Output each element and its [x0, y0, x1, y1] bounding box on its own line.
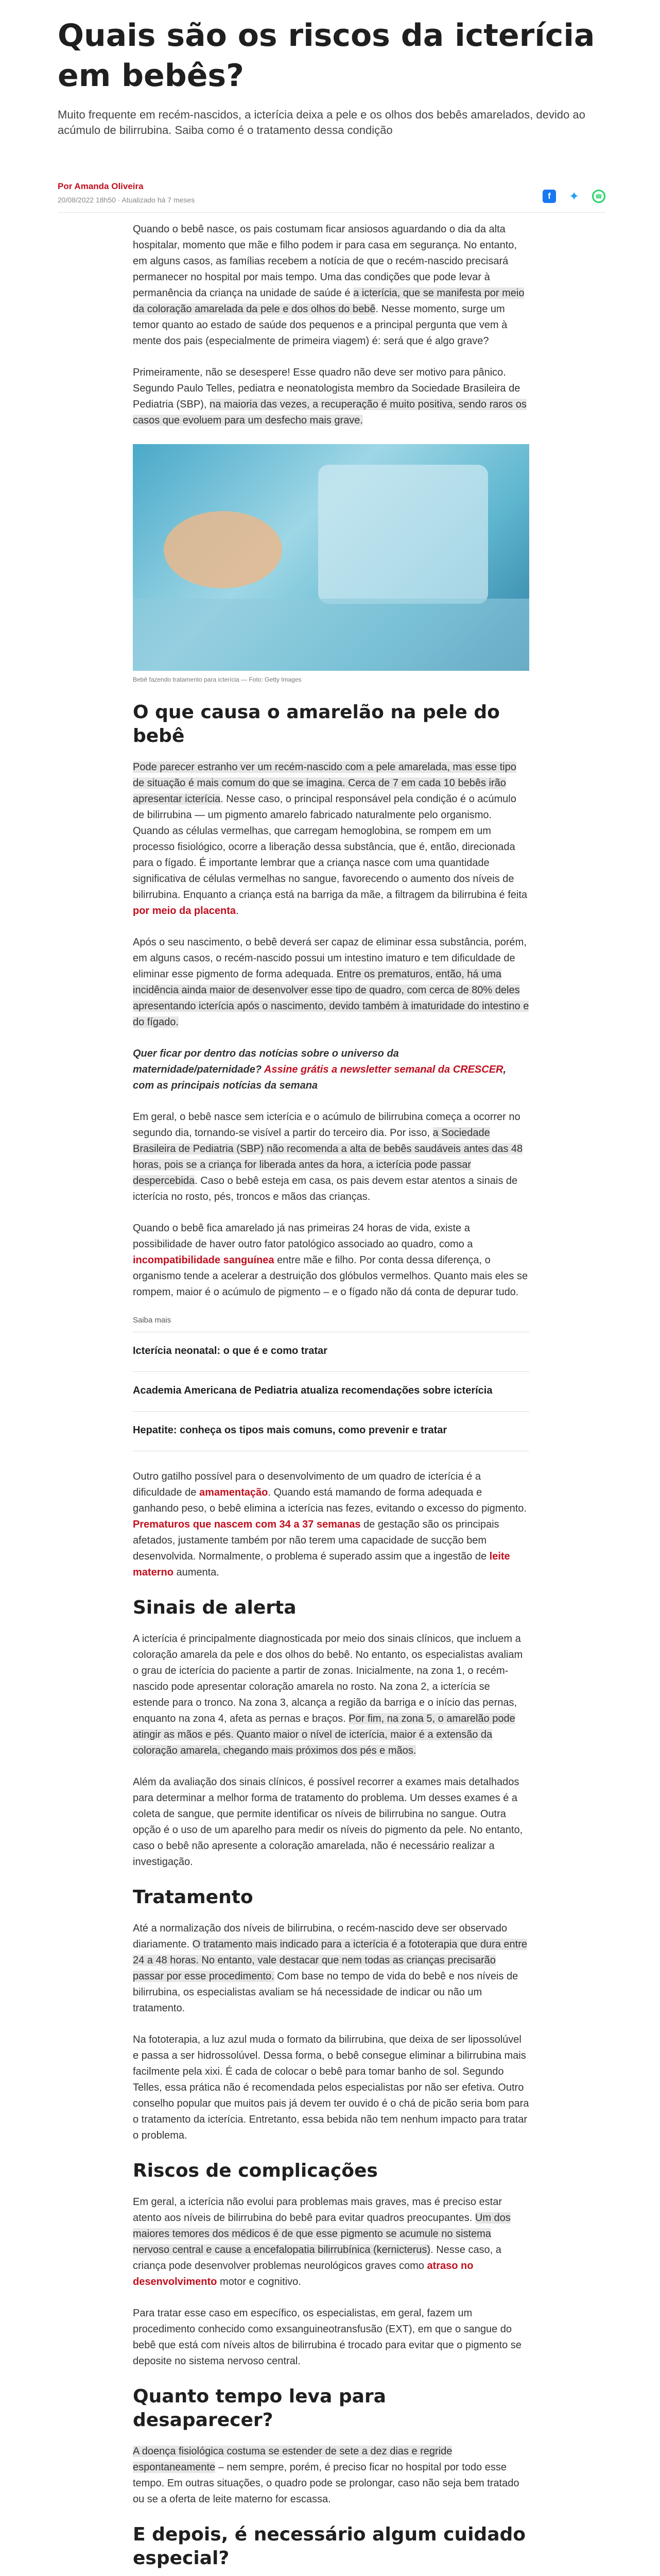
article-title: Quais são os riscos da icterícia em bebês? [58, 18, 595, 94]
paragraph: A doença fisiológica costuma se estender de sete a dez dias e regride espontaneamente – nem sempre, porém, é preciso ficar no hospital por todo esse tempo. Em outras situações, o quadro pode se prolongar, caso não seja bem tratado ou se a oferta de leite materno for escassa. [133, 2446, 519, 2505]
related-label: Saiba mais [133, 1316, 171, 1325]
section-heading: O que causa o amarelão na pele do bebê [133, 702, 500, 747]
paragraph: Para tratar esse caso em específico, os especialistas, em geral, fazem um procedimento conhecido como exsanguineotransfusão (EXT), em que o sangue do bebê que está com níveis altos de bilirrubina é trocado para evitar que o pigmento se deposite no sistema nervoso central. [133, 2308, 522, 2367]
article-header [58, 15, 603, 138]
inline-link[interactable]: amamentação [199, 1487, 268, 1498]
article-subtitle: Muito frequente em recém-nascidos, a icterícia deixa a pele e os olhos dos bebês amarelados, devido ao acúmulo de bilirrubina. Saiba como é o tratamento dessa condição [58, 108, 585, 137]
inline-link[interactable]: atraso no desenvolvimento [133, 2260, 474, 2287]
section-heading: Quanto tempo leva para desaparecer? [133, 2386, 386, 2431]
paragraph: Em geral, a icterícia não evolui para problemas mais graves, mas é preciso estar atento aos níveis de bilirrubina do bebê para evitar quadros preocupantes. Um dos maiores temores dos médicos é de que esse pigmento se acumule no sistema nervoso central e cause a encefalopatia bilirrubínica (kernicterus). Nesse caso, a criança pode desenvolver problemas neurológicos graves como atraso no desenvolvimento motor e cognitivo. [133, 2196, 511, 2287]
author-name[interactable]: Por Amanda Oliveira [58, 181, 144, 191]
paragraph: Após o seu nascimento, o bebê deverá ser capaz de eliminar essa substância, porém, em alguns casos, o recém-nascido possui um intestino imaturo e tem dificuldade de eliminar esse pigmento de forma adequada. Entre os prematuros, então, há uma incidência ainda maior de desenvolver esse tipo de quadro, com cerca de 80% deles apresentando icterícia após o nascimento, devido também à imaturidade do intestino e do fígado. [133, 937, 529, 1028]
paragraph: A icterícia é principalmente diagnosticada por meio dos sinais clínicos, que incluem a coloração amarela da pele e dos olhos do bebê. No entanto, os especialistas avaliam o grau de icterícia do paciente a partir de zonas. Inicialmente, na zona 1, o recém-nascido pode apresentar coloração amarela no rosto. Na zona 2, a icterícia se estende para o tronco. Na zona 3, alcança a região da barriga e o início das pernas, enquanto na zona 4, afeta as pernas e braços. Por fim, na zona 5, o amarelão pode atingir as mãos e pés. Quanto maior o nível de icterícia, maior é a extensão da coloração amarela, chegando mais próximos dos pés e mãos. [133, 1633, 523, 1756]
publish-dates: 20/08/2022 18h50 · Atualizado há 7 meses [58, 196, 195, 204]
article-photo [133, 444, 529, 671]
related-link[interactable]: Hepatite: conheça os tipos mais comuns, como prevenir e tratar [133, 1411, 529, 1451]
newsletter-link[interactable]: Assine grátis a newsletter semanal da CRESCER [264, 1064, 503, 1075]
related-link[interactable]: Academia Americana de Pediatria atualiza recomendações sobre icterícia [133, 1371, 529, 1411]
twitter-icon[interactable]: ✦ [567, 190, 581, 203]
paragraph: Até a normalização dos níveis de bilirrubina, o recém-nascido deve ser observado diariamente. O tratamento mais indicado para a icterícia é a fototerapia que dura entre 24 a 48 horas. No entanto, vale destacar que nem todas as crianças precisarão passar por esse procedimento. Com base no tempo de vida do bebê e nos níveis de bilirrubina, os especialistas avaliam se há necessidade de indicar ou não um tratamento. [133, 1923, 527, 2014]
related-link[interactable]: Icterícia neonatal: o que é e como tratar [133, 1332, 529, 1371]
section-heading: E depois, é necessário algum cuidado especial? [133, 2524, 526, 2569]
section-heading: Sinais de alerta [133, 1597, 297, 1618]
byline [58, 181, 605, 213]
paragraph: Outro gatilho possível para o desenvolvimento de um quadro de icterícia é a dificuldade de amamentação. Quando está mamando de forma adequada e ganhando peso, o bebê elimina a icterícia nas fezes, evitando o excesso do pigmento. Prematuros que nascem com 34 a 37 semanas de gestação são os principais afetados, justamente também por não terem uma capacidade de sucção bem desenvolvida. Normalmente, o problema é superado assim que a ingestão de leite materno aumenta. [133, 1471, 527, 1578]
share-bar [543, 190, 605, 203]
section-heading: Riscos de complicações [133, 2160, 378, 2181]
paragraph: Além da avaliação dos sinais clínicos, é possível recorrer a exames mais detalhados para determinar a melhor forma de tratamento do problema. Um desses exames é a coleta de sangue, que permite identificar os níveis de bilirrubina no sangue. Outra opção é o uso de um aparelho para medir os níveis do pigmento da pele. No entanto, caso o bebê não apresente a coloração amarelada, não é necessário realizar a investigação. [133, 1776, 523, 1868]
newsletter-cta: Quer ficar por dentro das notícias sobre o universo da maternidade/paternidade? Assine grátis a newsletter semanal da CRESCER, com as principais notícias da semana [133, 1048, 507, 1091]
paragraph: Quando o bebê nasce, os pais costumam ficar ansiosos aguardando o dia da alta hospitalar, momento que mãe e filho podem ir para casa em segurança. No entanto, em alguns casos, as famílias recebem a notícia de que o recém-nascido precisará permanecer no hospital por mais tempo. Uma das condições que pode levar à permanência da criança na unidade de saúde é a icterícia, que se manifesta por meio da coloração amarelada da pele e dos olhos do bebê. Nesse momento, surge um temor quanto ao estado de saúde dos pequenos e a principal pergunta que vem à mente dos pais (especialmente de primeira viagem) é: será que é algo grave? [133, 224, 525, 347]
whatsapp-icon[interactable]: ☎ [592, 190, 605, 203]
inline-link[interactable]: leite materno [133, 1551, 510, 1578]
section-heading: Tratamento [133, 1887, 253, 1908]
paragraph: Na fototerapia, a luz azul muda o formato da bilirrubina, que deixa de ser lipossolúvel e passa a ser hidrossolúvel. Dessa forma, o bebê consegue eliminar a bilirrubina mais facilmente pela xixi. É cada de colocar o bebê para tomar banho de sol. Segundo Telles, essa prática não é recomendada pelos especialistas por não ser efetiva. Outro conselho popular que muitos pais já devem ter ouvido é o chá de picão seria bom para o tratamento da icterícia. Entretanto, essa bebida não tem nenhum impacto para tratar o problema. [133, 2034, 529, 2141]
paragraph: Pode parecer estranho ver um recém-nascido com a pele amarelada, mas esse tipo de situação é mais comum do que se imagina. Cerca de 7 em cada 10 bebês irão apresentar icterícia. Nesse caso, o principal responsável pela condição é o acúmulo de bilirrubina — um pigmento amarelo fabricado naturalmente pelo organismo. Quando as células vermelhas, que carregam hemoglobina, se rompem em um processo fisiológico, ocorre a liberação dessa substância, que é, então, direcionada para o fígado. É importante lembrar que a criança nasce com uma quantidade significativa de células vermelhas no sangue, favorecendo o aumento dos níveis de bilirrubina. Enquanto a criança está na barriga da mãe, a filtragem da bilirrubina é feita por meio da placenta. [133, 761, 527, 917]
paragraph: Quando o bebê fica amarelado já nas primeiras 24 horas de vida, existe a possibilidade de haver outro fator patológico associado ao quadro, como a incompatibilidade sanguínea entre mãe e filho. Por conta dessa diferença, o organismo tende a acelerar a destruição dos glóbulos vermelhos. Quanto mais eles se rompem, maior é o acúmulo de pigmento – e o fígado não dá conta de depurar tudo. [133, 1223, 528, 1298]
paragraph: Primeiramente, não se desespere! Esse quadro não deve ser motivo para pânico. Segundo Paulo Telles, pediatra e neonatologista membro da Sociedade Brasileira de Pediatria (SBP), na maioria das vezes, a recuperação é muito positiva, sendo raros os casos que evoluem para um desfecho mais grave. [133, 367, 527, 426]
paragraph: Em geral, o bebê nasce sem icterícia e o acúmulo de bilirrubina começa a ocorrer no segundo dia, tornando-se visível a partir do terceiro dia. Por isso, a Sociedade Brasileira de Pediatria (SBP) não recomenda a alta de bebês saudáveis antes das 48 horas, pois se a criança for liberada antes da hora, a icterícia pode passar despercebida. Caso o bebê esteja em casa, os pais devem estar atentos a sinais de icterícia no rosto, pés, troncos e mãos das crianças. [133, 1111, 523, 1202]
photo-caption: Bebê fazendo tratamento para icterícia — Foto: Getty Images [133, 676, 302, 683]
inline-link[interactable]: incompatibilidade sanguínea [133, 1255, 274, 1266]
facebook-icon[interactable]: f [543, 190, 556, 203]
article-body [133, 222, 529, 2576]
inline-link[interactable]: por meio da placenta [133, 905, 236, 917]
